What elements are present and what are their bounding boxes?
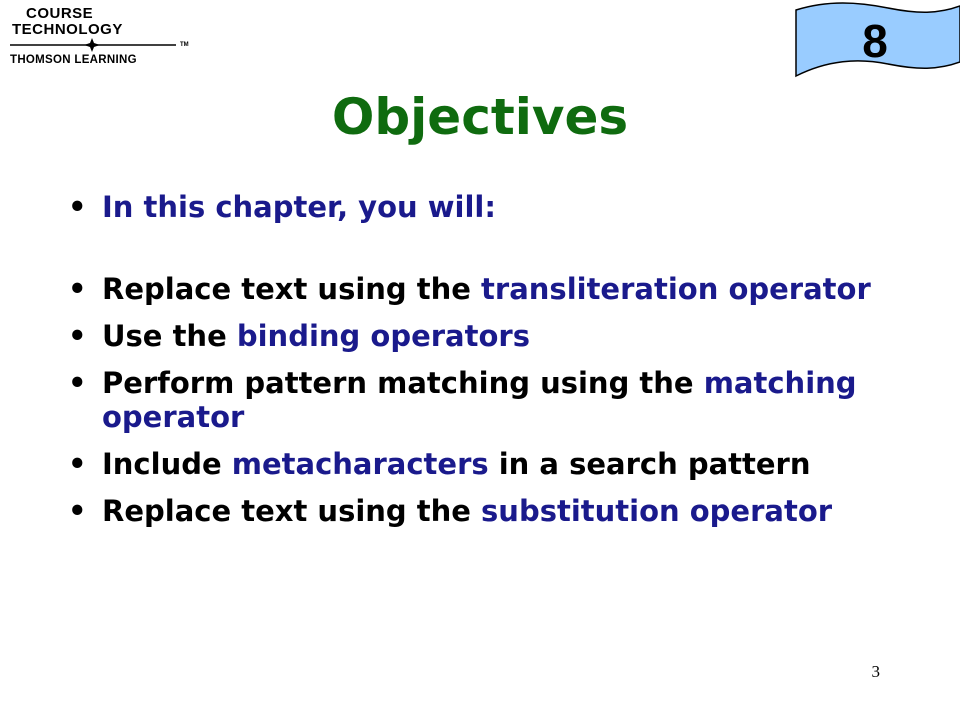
intro-text: In this chapter, you will: <box>102 190 496 224</box>
chapter-number: 8 <box>862 15 888 67</box>
bullet-dot-icon: • <box>68 494 87 528</box>
objective-keyword: binding operators <box>236 319 530 353</box>
objective-text: Perform pattern matching using the <box>102 366 704 400</box>
objective-text: Replace text using the <box>102 272 482 306</box>
publisher-logo <box>8 4 188 70</box>
objective-text: Use the <box>102 319 237 353</box>
bullet-dot-icon: • <box>68 190 87 224</box>
objective-text-tail: in a search pattern <box>488 447 811 481</box>
bullet-dot-icon: • <box>68 272 87 306</box>
objective-item <box>62 319 882 353</box>
bullet-dot-icon: • <box>68 319 87 353</box>
objective-keyword: transliteration operator <box>481 272 871 306</box>
logo-line-technology: TECHNOLOGY <box>12 21 123 38</box>
objective-keyword: metacharacters <box>231 447 489 481</box>
objective-item <box>62 272 882 306</box>
objective-item <box>62 447 882 481</box>
page-number: 3 <box>871 662 880 681</box>
objective-text: Replace text using the <box>102 494 482 528</box>
logo-line-thomson: THOMSON LEARNING <box>10 54 137 66</box>
objective-text: Include <box>102 447 232 481</box>
slide-title: Objectives <box>331 88 629 146</box>
logo-trademark: TM <box>180 42 189 48</box>
objective-item <box>62 494 882 528</box>
objective-keyword: substitution operator <box>481 494 833 528</box>
objective-item <box>62 366 882 434</box>
logo-line-course: COURSE <box>26 5 94 22</box>
logo-star-rule-icon <box>8 38 188 52</box>
bullet-dot-icon: • <box>68 366 87 400</box>
objective-keyword: matching operator <box>102 366 857 434</box>
intro-bullet <box>62 190 882 224</box>
objectives-list <box>62 190 882 541</box>
bullet-dot-icon: • <box>68 447 87 481</box>
